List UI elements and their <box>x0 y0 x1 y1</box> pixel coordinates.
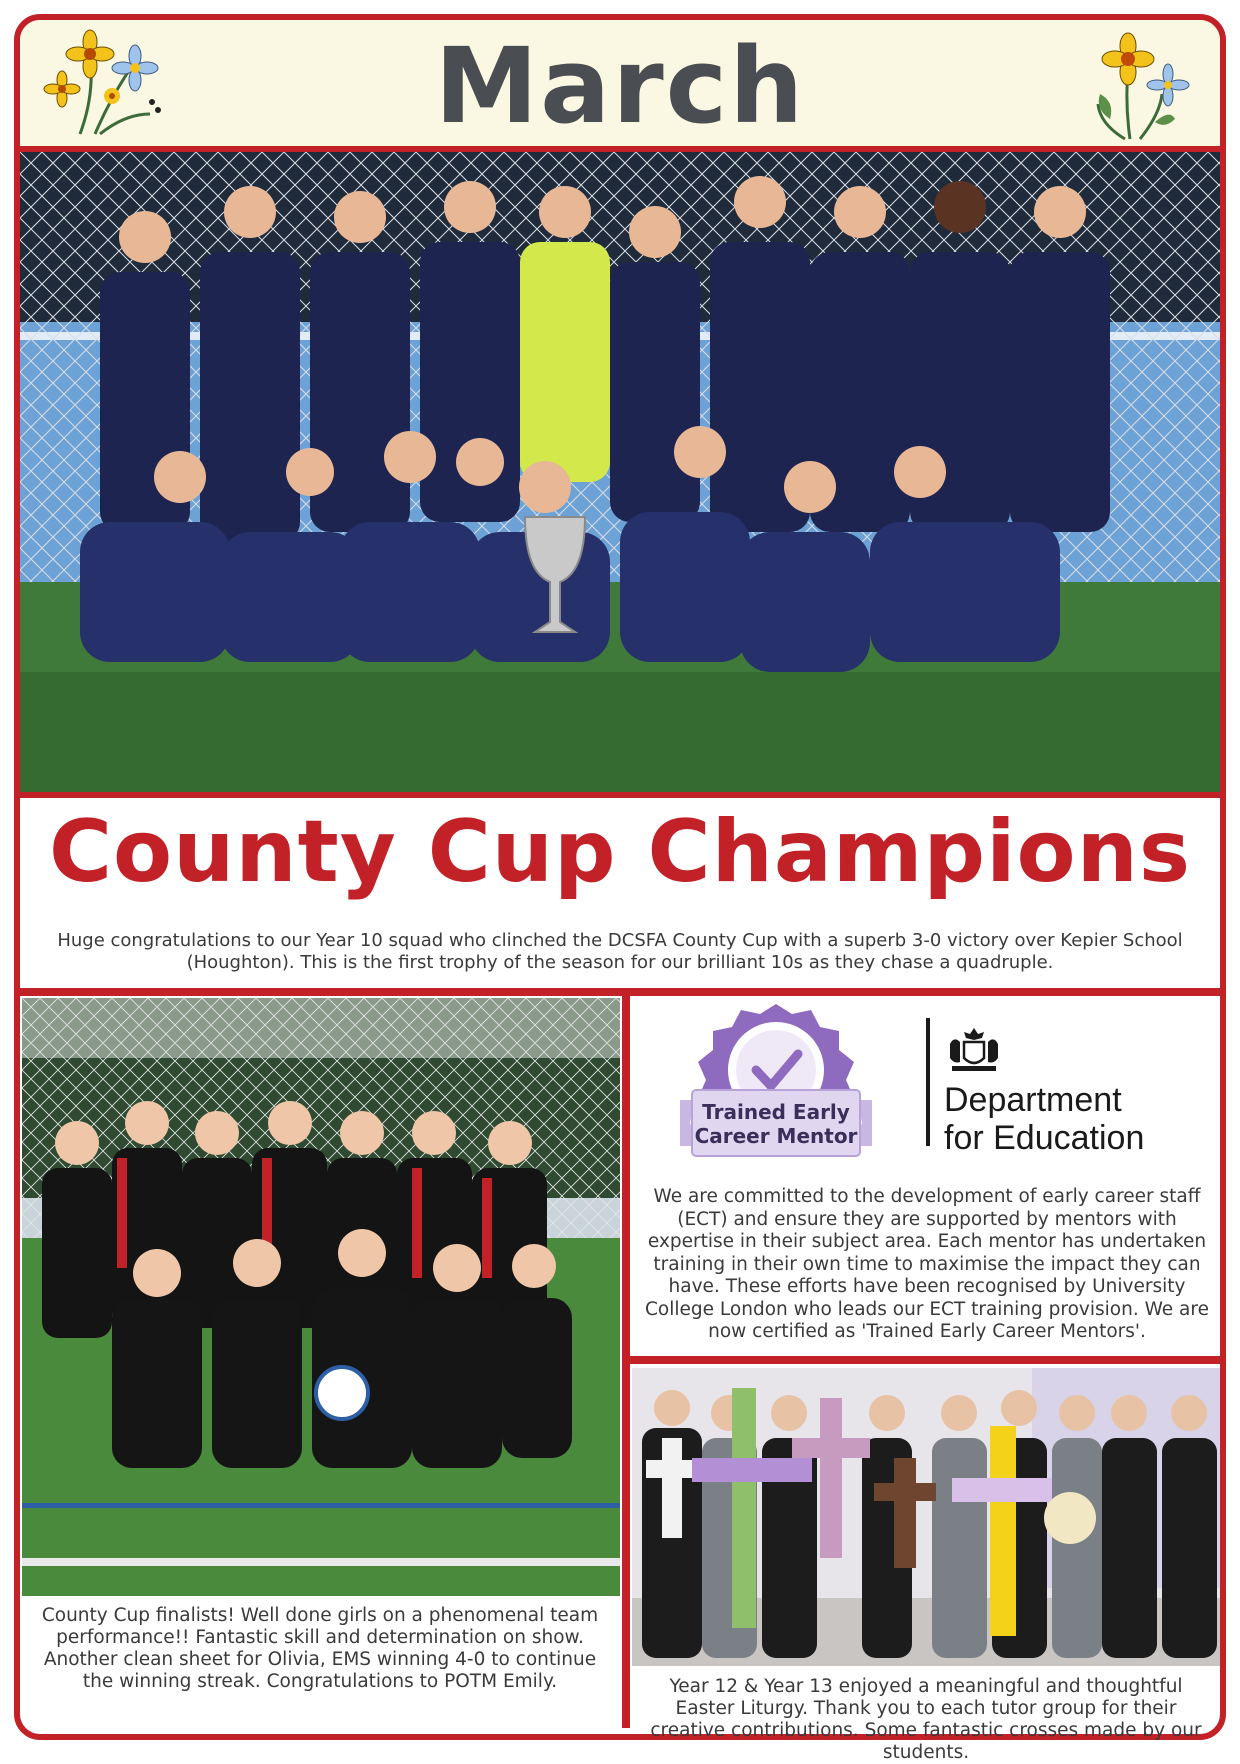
easter-caption: Year 12 & Year 13 enjoyed a meaningful and thoughtful Easter Liturgy. Thank you to each tutor group for their creative contributions. Some fantastic crosses made by our students. <box>650 1676 1202 1763</box>
dfe-name-line-1: Department <box>944 1081 1122 1119</box>
boys-team-photo <box>20 152 1220 792</box>
badge-line-2: Career Mentor <box>694 1124 858 1148</box>
dfe-divider <box>926 1018 930 1146</box>
girls-team-photo <box>22 998 620 1596</box>
flower-cluster-icon <box>1070 24 1200 144</box>
divider-rule <box>20 792 1220 798</box>
easter-liturgy-photo <box>632 1368 1220 1666</box>
badge-line-1: Trained Early <box>702 1100 850 1124</box>
feature-caption: Huge congratulations to our Year 10 squad who clinched the DCSFA County Cup with a superb 3-0 victory over Kepier School (Houghton). This is the first trophy of the season for our brilliant 10s as they chase a quadruple. <box>57 930 1183 973</box>
dfe-name-line-2: for Education <box>944 1119 1145 1157</box>
headline: County Cup Champions <box>48 802 1192 902</box>
ect-logo-panel <box>634 998 1220 1178</box>
header-banner <box>20 20 1220 152</box>
ect-caption: We are committed to the development of early career staff (ECT) and ensure they are supported by mentors with expertise in their subject area. Each mentor has undertaken training in their own time to maximise the impact they can have. These efforts have been recognised by University College London who leads our ECT training provision. We are now certified as 'Trained Early Career Mentors'. <box>645 1186 1209 1342</box>
page-title: March <box>434 25 806 147</box>
girls-caption: County Cup finalists! Well done girls on a phenomenal team performance!! Fantastic skill and determination on show. Another clean sheet for Olivia, EMS winning 4-0 to continue the winning streak. Congratulations to POTM Emily. <box>41 1605 599 1692</box>
divider-rule <box>622 1356 1220 1364</box>
divider-rule <box>20 988 1220 996</box>
royal-crest-icon <box>946 1026 1002 1074</box>
